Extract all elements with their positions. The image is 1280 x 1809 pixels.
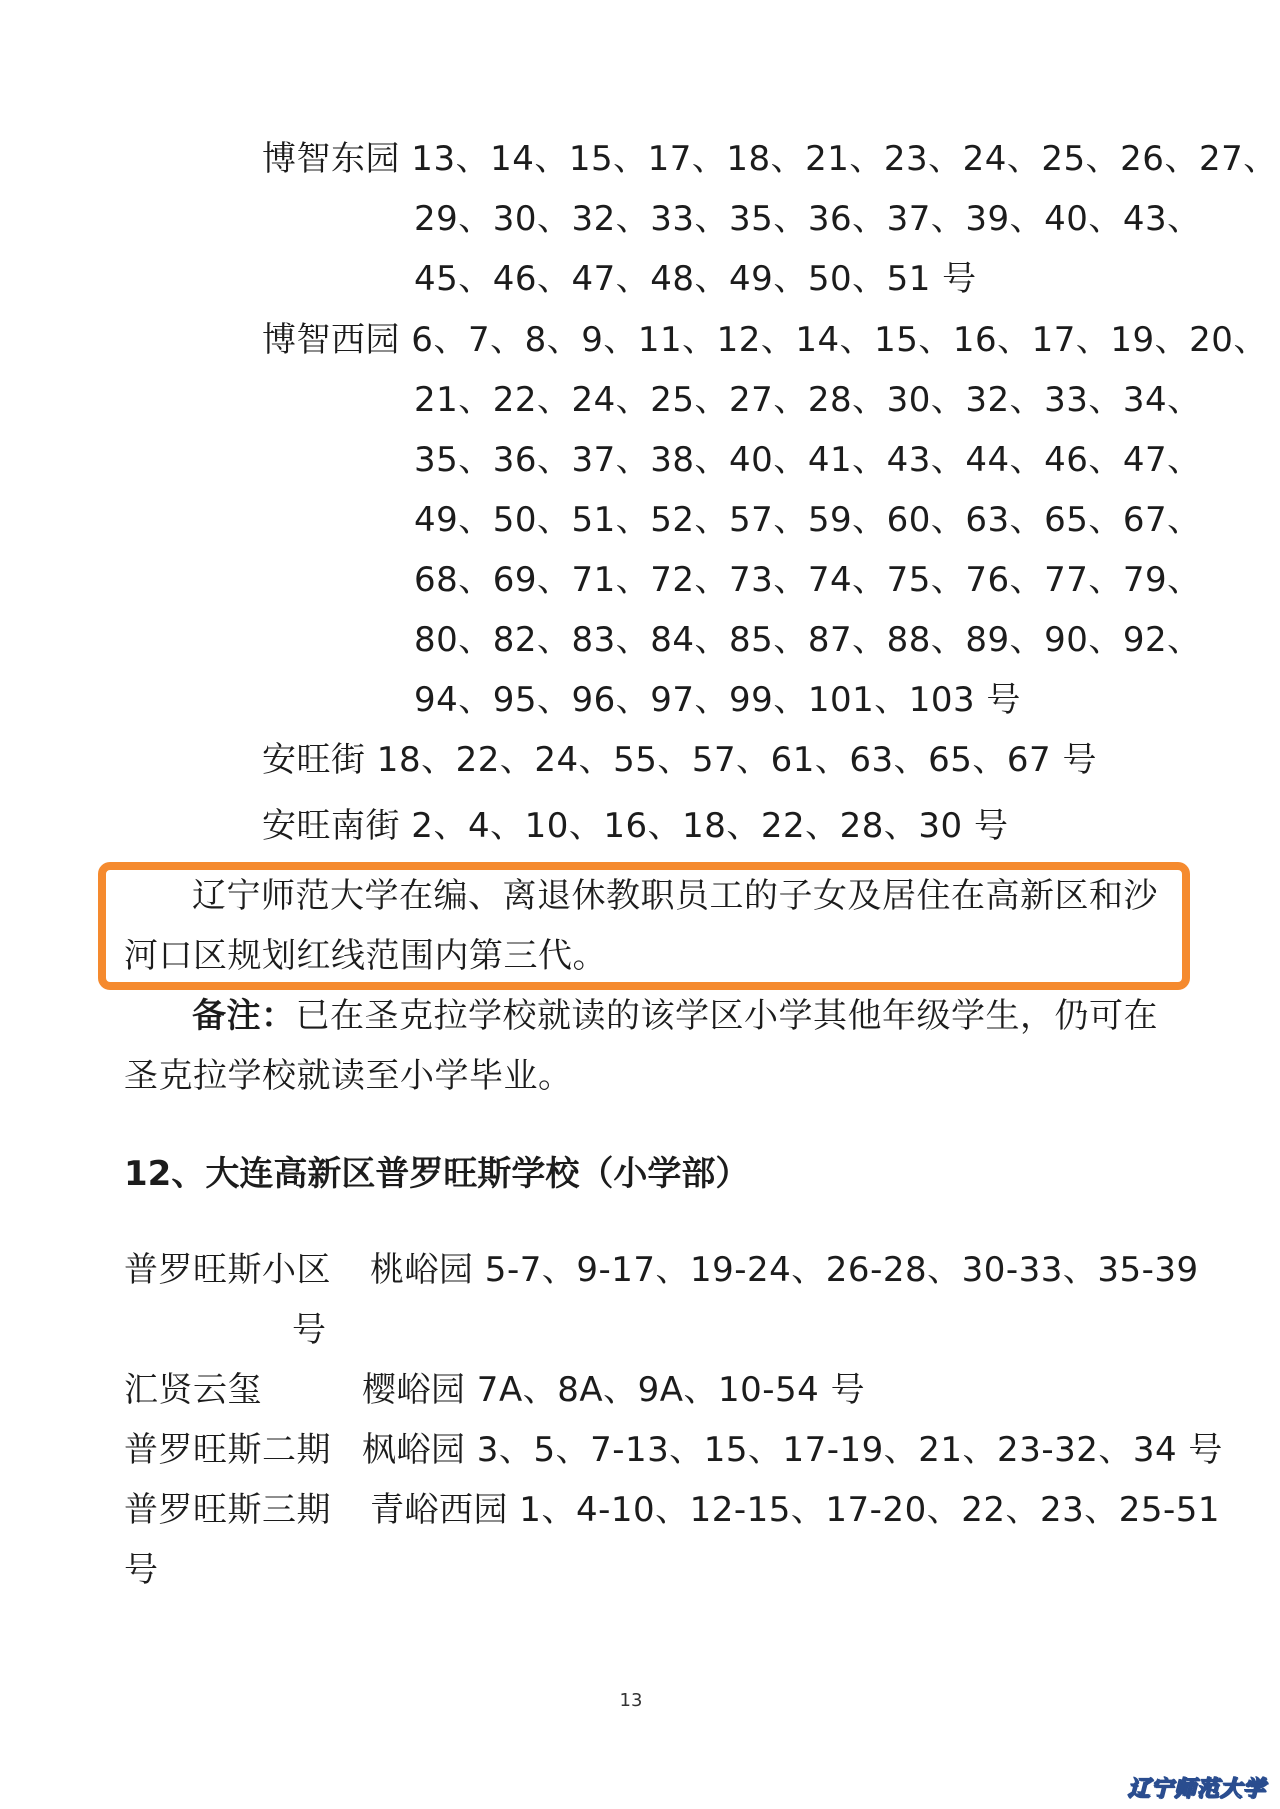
row-phase2-detail: 枫峪园 3、5、7-13、15、17-19、21、23-32、34 号 xyxy=(362,1430,1223,1470)
note-line-1 xyxy=(192,994,1158,1038)
bozhi-east-line-2: 29、30、32、33、35、36、37、39、40、43、 xyxy=(414,199,1202,239)
note-label: 备注： xyxy=(192,996,296,1036)
row-huixian-detail: 樱峪园 7A、8A、9A、10-54 号 xyxy=(362,1370,866,1410)
watermark-logo: 辽宁师范大学 xyxy=(1127,1777,1266,1802)
row-provence-name: 普罗旺斯小区 xyxy=(124,1250,331,1290)
row-phase3-cont: 号 xyxy=(124,1550,159,1590)
page-number: 13 xyxy=(619,1690,643,1711)
row-provence-detail: 桃峪园 5-7、9-17、19-24、26-28、30-33、35-39 xyxy=(370,1250,1199,1290)
bozhi-east-line-1: 博智东园 13、14、15、17、18、21、23、24、25、26、27、 xyxy=(262,139,1278,179)
bozhi-west-line-7: 94、95、96、97、99、101、103 号 xyxy=(414,680,1021,720)
bozhi-west-line-4: 49、50、51、52、57、59、60、63、65、67、 xyxy=(414,500,1202,540)
note-line-2: 圣克拉学校就读至小学毕业。 xyxy=(124,1056,573,1096)
highlight-line-1: 辽宁师范大学在编、离退休教职员工的子女及居住在高新区和沙 xyxy=(192,876,1158,916)
note-line-1-text: 已在圣克拉学校就读的该学区小学其他年级学生，仍可在 xyxy=(295,996,1158,1036)
anwang-street-line: 安旺街 18、22、24、55、57、61、63、65、67 号 xyxy=(262,740,1097,780)
row-huixian-name: 汇贤云玺 xyxy=(124,1370,262,1410)
anwang-south-street-line: 安旺南街 2、4、10、16、18、22、28、30 号 xyxy=(262,806,1009,846)
bozhi-east-line-3: 45、46、47、48、49、50、51 号 xyxy=(414,259,977,299)
bozhi-west-line-1: 博智西园 6、7、8、9、11、12、14、15、16、17、19、20、 xyxy=(262,320,1268,360)
section-12-heading: 12、大连高新区普罗旺斯学校（小学部） xyxy=(124,1154,750,1194)
bozhi-west-line-2: 21、22、24、25、27、28、30、32、33、34、 xyxy=(414,380,1202,420)
row-provence-cont: 号 xyxy=(292,1310,327,1350)
row-phase3-detail: 青峪西园 1、4-10、12-15、17-20、22、23、25-51 xyxy=(370,1490,1221,1530)
highlight-line-2: 河口区规划红线范围内第三代。 xyxy=(124,936,607,976)
bozhi-west-line-5: 68、69、71、72、73、74、75、76、77、79、 xyxy=(414,560,1202,600)
row-phase2-name: 普罗旺斯二期 xyxy=(124,1430,331,1470)
row-phase3-name: 普罗旺斯三期 xyxy=(124,1490,331,1530)
bozhi-west-line-3: 35、36、37、38、40、41、43、44、46、47、 xyxy=(414,440,1202,480)
bozhi-west-line-6: 80、82、83、84、85、87、88、89、90、92、 xyxy=(414,620,1202,660)
